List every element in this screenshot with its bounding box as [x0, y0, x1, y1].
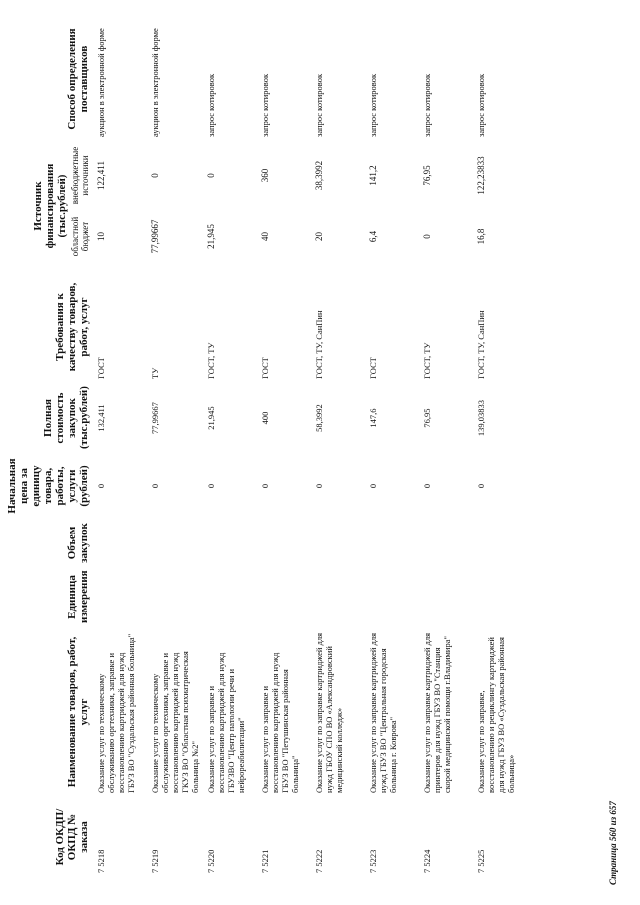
row-name: Оказание услуг по заправке и восстановлению картриджей для нужд ГБУЗ ВО "Петушинская районная больница"	[260, 652, 300, 793]
table-row	[476, 17, 530, 877]
row-initial-price: 0	[314, 483, 324, 489]
row-method: аукцион в электронной форме	[96, 28, 106, 137]
header-source-subheaders	[70, 145, 90, 267]
row-unit	[476, 567, 530, 627]
row-requirements: ГОСТ	[96, 357, 106, 379]
row-source-extra: 360	[260, 168, 270, 183]
row-volume	[206, 519, 260, 567]
row-source-extra: 38,3992	[314, 160, 324, 191]
row-code: 7 5222	[314, 849, 324, 873]
row-code: 7 5224	[422, 849, 432, 873]
row-unit	[260, 567, 314, 627]
row-method: запрос котировок	[260, 73, 270, 137]
row-volume	[314, 519, 368, 567]
row-unit	[96, 567, 150, 627]
row-method: запрос котировок	[368, 73, 378, 137]
row-source	[206, 141, 260, 271]
row-volume	[260, 519, 314, 567]
row-source-regional: 16,8	[476, 228, 486, 245]
row-volume	[96, 519, 150, 567]
row-source-extra: 0	[150, 173, 160, 178]
header-total-cost: Полная стоимость закупок (тыс.рублей)	[42, 386, 90, 449]
table-header	[6, 17, 96, 877]
table-row	[150, 17, 206, 877]
header-name: Наименование товаров, работ, услуг	[66, 636, 90, 788]
row-method: запрос котировок	[476, 73, 486, 137]
row-initial-price: 0	[476, 483, 486, 489]
row-requirements: ГОСТ, ТУ	[422, 342, 432, 379]
row-requirements: ГОСТ	[260, 357, 270, 379]
row-name: Оказание услуг по техническому обслуживанию оргтехники, заправке и восстановлению картриджей для нужд ГБУЗ ВО "Суздальская районная больница"	[96, 633, 136, 793]
row-unit	[150, 567, 206, 627]
row-source-regional: 0	[422, 234, 432, 239]
row-initial-price: 0	[150, 483, 160, 489]
row-requirements: ГОСТ, ТУ, СанПин	[476, 310, 486, 379]
row-code: 7 5219	[150, 849, 160, 873]
header-source	[6, 141, 96, 271]
row-source	[422, 141, 476, 271]
row-name: Оказание услуг по заправке картриджей для нужд ГБУЗ ВО "Центральная городская больница г. Коврова"	[368, 632, 398, 793]
header-unit: Единица измерения	[66, 570, 90, 623]
row-code: 7 5225	[476, 849, 486, 873]
header-code: Код ОКДП/ ОКПД № заказа	[54, 808, 90, 866]
header-source-title: Источник финансирования (тыс.рублей)	[32, 163, 68, 249]
row-initial-price: 0	[422, 483, 432, 489]
row-volume	[150, 519, 206, 567]
row-source-extra: 0	[206, 173, 216, 178]
header-source-extra: внебюджетные источники	[70, 146, 90, 205]
header-initial-price: Начальная цена за единицу товара, работы, услуги (рублей)	[6, 458, 90, 514]
row-source	[150, 141, 206, 271]
row-volume	[422, 519, 476, 567]
row-code: 7 5220	[206, 849, 216, 873]
row-method: запрос котировок	[314, 73, 324, 137]
row-source	[260, 141, 314, 271]
row-source-regional: 77,99667	[150, 219, 160, 254]
row-requirements: ГОСТ, ТУ	[206, 342, 216, 379]
row-name: Оказание услуг по заправке картриджей для нужд ГБОУ СПО ВО «Александровский медицинский колледж»	[314, 632, 344, 793]
row-source	[96, 141, 150, 271]
table-row	[260, 17, 314, 877]
table-row	[314, 17, 368, 877]
row-source-regional: 10	[96, 232, 106, 241]
row-code: 7 5218	[96, 849, 106, 873]
table-row	[206, 17, 260, 877]
row-total-cost: 400	[260, 411, 270, 425]
row-source-regional: 21,945	[206, 224, 216, 249]
table-body	[96, 17, 530, 877]
row-unit	[368, 567, 422, 627]
row-method: запрос котировок	[422, 73, 432, 137]
row-total-cost: 77,99667	[150, 402, 160, 434]
row-initial-price: 0	[260, 483, 270, 489]
row-method: запрос котировок	[206, 73, 216, 137]
row-initial-price: 0	[206, 483, 216, 489]
row-source-regional: 40	[260, 232, 270, 241]
row-name: Оказание услуг по заправке, восстановлению и рециклингу картриджей для нужд ГБУЗ ВО «Суздальская районная больница»	[476, 637, 516, 793]
row-requirements: ГОСТ	[368, 357, 378, 379]
row-code: 7 5221	[260, 849, 270, 873]
row-source-extra: 122,23833	[476, 156, 486, 195]
header-requirements: Требования к качеству товаров, работ, услуг	[54, 282, 90, 372]
row-volume	[368, 519, 422, 567]
row-total-cost: 58,3992	[314, 404, 324, 432]
row-initial-price: 0	[96, 483, 106, 489]
table-row	[96, 17, 150, 877]
row-source	[314, 141, 368, 271]
row-method: аукцион в электронной форме	[150, 28, 160, 137]
row-source-extra: 122,411	[96, 161, 106, 190]
header-method: Способ определения поставщиков	[66, 28, 90, 130]
row-unit	[206, 567, 260, 627]
row-total-cost: 139,03833	[476, 399, 486, 437]
row-volume	[476, 519, 530, 567]
procurement-table	[6, 17, 530, 877]
row-total-cost: 147,6	[368, 408, 378, 428]
page-number: Страница 560 из 657	[608, 801, 618, 885]
header-source-regional: областной бюджет	[70, 216, 90, 257]
row-name: Оказание услуг по техническому обслуживанию оргтехники, заправке и восстановлению картриджей для нужд ГКУЗ ВО "Областная психиатрическая больница №2"	[150, 651, 200, 793]
row-source-regional: 6,4	[368, 230, 378, 243]
row-total-cost: 21,945	[206, 406, 216, 430]
row-source-regional: 20	[314, 232, 324, 241]
header-volume: Объем закупок	[66, 523, 90, 563]
row-total-cost: 76,95	[422, 408, 432, 428]
table-row	[368, 17, 422, 877]
table-row	[422, 17, 476, 877]
row-unit	[314, 567, 368, 627]
row-name: Оказание услуг по заправке и восстановлению картриджей для нужд ГБУЗВО "Центр патологии речи и нейрореабилитации"	[206, 652, 246, 793]
row-requirements: ГОСТ, ТУ, СанПин	[314, 310, 324, 379]
row-initial-price: 0	[368, 483, 378, 489]
row-name: Оказание услуг по заправке картриджей для принтеров для нужд ГБУЗ ВО "Станция скорой медицинской помощи г.Владимира"	[422, 632, 452, 793]
row-source	[368, 141, 422, 271]
row-code: 7 5223	[368, 849, 378, 873]
row-unit	[422, 567, 476, 627]
row-requirements: ТУ	[150, 367, 160, 379]
row-source-extra: 141,2	[368, 165, 378, 186]
row-source-extra: 76,95	[422, 165, 432, 186]
row-source	[476, 141, 530, 271]
row-total-cost: 132,411	[96, 404, 106, 432]
